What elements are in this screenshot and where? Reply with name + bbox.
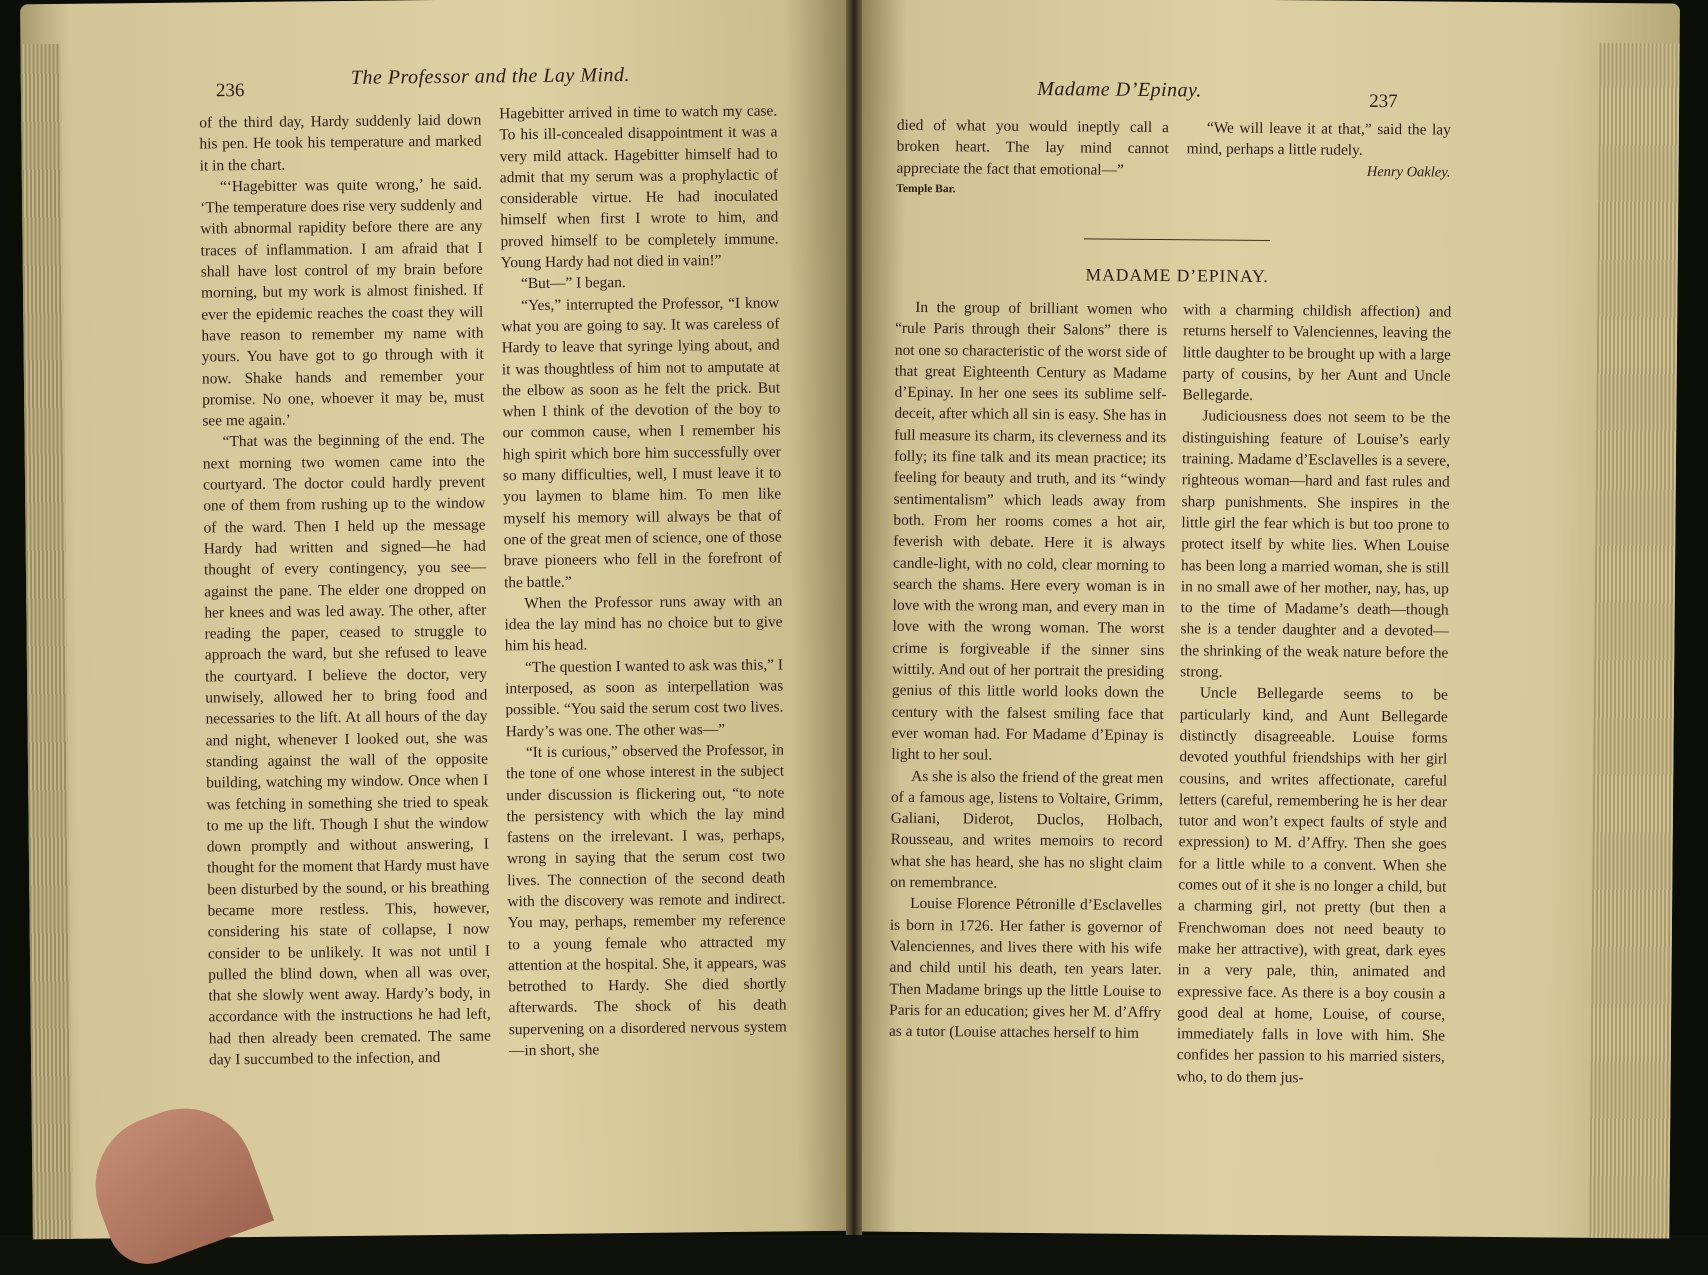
page-number-left: 236 [215, 80, 245, 102]
running-head-right: Madame D’Epinay. [1037, 77, 1202, 102]
paragraph: “But—” I began. [520, 274, 626, 293]
paragraph: Uncle Bellegarde seems to be particularly kind, and Aunt Bellegarde distinctly disagreeable. Louise forms devoted youthful friendships with her girl cousins, and writes affectionate, careful letters (careful, remembering he is her dear tutor and won’t expect faults of style and expression) to M. d’Affry. Then she goes for a little while to a convent. When she comes out of it she is no longer a child, but a charming girl, not pretty (but then a Frenchwoman does not need beauty to make her attractive), with great, dark eyes in a very pale, thin, animated and expressive face. As there is a boy cousin a good deal at home, Louise, of course, immediately falls in love with him. She confides her passion to his married sisters, who, to do them jus- [1176, 684, 1449, 1087]
paragraph: of the third day, Hardy suddenly laid down his pen. He took his temperature and marked it in the chart. [199, 111, 482, 175]
paragraph: “‘Hagebitter was quite wrong,’ he said. ‘The temperature does rise very suddenly and with abnormal rapidity before there are any traces of inflammation. I am afraid that I shall have lost control of my brain before morning, but my work is almost finished. If ever the epidemic reaches the coast they will have reason to remember my name with yours. You have got to go through with it now. Shake hands and remember your promise. No one, whoever it may be, must see me again.’ [200, 175, 485, 430]
left-page [20, 0, 865, 1239]
left-page-column-2 [499, 100, 787, 1061]
author-signature: Henry Oakley. [1366, 163, 1451, 181]
paragraph: Hagebitter arrived in time to watch my case. To his ill-concealed disappointment it was a very mild attack. Hagebitter himself had to admit that my serum was a prophylactic of considerable virtue. He had inoculated himself when first I wrote to him, and proved himself to be completely immune. Young Hardy had not died in vain!” [499, 102, 779, 272]
section-divider [1084, 238, 1270, 241]
paragraph: When the Professor runs away with an idea the lay mind has no choice but to give him his head. [504, 592, 783, 655]
paragraph: “That was the beginning of the end. The next morning two women came into the courtyard. The doctor could hardly prevent one of them from rushing up to the window of the ward. Then I held up the message Hardy had written and signed—he had thought of every contingency, you see—against the pane. The elder one dropped on her knees and was led away. The other, after reading the paper, ceased to struggle to approach the ward, but she refused to leave the courtyard. I believe the doctor, very unwisely, allowed her to bring food and necessaries to the lift. At all hours of the day and night, whenever I looked out, she was standing against the wall of the opposite building, watching my window. Once when I was fetching in something she tried to speak to me up the lift. Though I shut the window down promptly and without answering, I thought for the moment that Hardy must have been disturbed by the sound, or his breathing became more restless. This, however, considering his state of collapse, I now consider to be unlikely. It was not until I pulled the blind down, when all was over, that she slowly went away. Hardy’s body, in accordance with the instructions he had left, had then already been cremated. The same day I succumbed to the infection, and [202, 430, 491, 1069]
right-page-column-1 [889, 297, 1167, 1045]
paragraph: died of what you would ineptly call a broken heart. The lay mind cannot appreciate the fact that emotional—” [896, 116, 1169, 179]
right-page-column-2 [1177, 299, 1452, 1089]
book-gutter [846, 0, 862, 1235]
left-page-column-1 [199, 110, 491, 1071]
paragraph: “The question I wanted to ask was this,” I interposed, as soon as interpellation was possible. “You said the serum cost two lives. Hardy’s was one. The other was—” [505, 656, 784, 740]
paragraph: In the group of brilliant women who “rule Paris through their Salons” there is not one so characteristic of the worst side of that great Eighteenth Century as Madame d’Epinay. In her one sees its sublime self-deceit, after which all sin is easy. She has in full measure its charm, its cleverness and its folly; its fine talk and its mean practice; its feeling for beauty and truth, and its “windy sentimentalism” which leads away from both. From her rooms comes a hot air, feverish with debate. Here it is always candle-light, with no cold, clear morning to search the shams. Here every woman is in love with the wrong man, and every man in love with the wrong woman. The worst crime is forgiveable if the sinner sins wittily. And out of her portrait the presiding genius of this little world looks down the century with the falsest smiling face that ever woman had. For Madame d’Epinay is light to her soul. [891, 298, 1168, 764]
paragraph: with a charming childish affection) and returns herself to Valenciennes, leaving the little daughter to be brought up with a large party of cousins, by her Aunt and Uncle Bellegarde. [1182, 301, 1452, 405]
paragraph: Louise Florence Pétronille d’Esclavelles is born in 1726. Her father is governor of Valenciennes, and lives there with his wife and child until his death, ten years later. Then Madame brings up the little Louise to Paris for an education; gives her M. d’Affry as a tutor (Louise attaches herself to him [888, 895, 1163, 1042]
paragraph: As she is also the friend of the great men of a famous age, listens to Voltaire, Grimm, Galiani, Diderot, Duclos, Holbach, Rousseau, and writes memoirs to record what she has heard, she has no slight claim on remembrance. [890, 767, 1164, 892]
paragraph: Judiciousness does not seem to be the distinguishing feature of Louise’s early training. Madame d’Esclavelles is a severe, righteous woman—hard and fast rules and sharp punishments. She inspires in the little girl the fear which is but too prone to protect itself by white lies. When Louise has been long a married woman, she is still in no small awe of her mother, nay, has, up to the time of Madame’s death—though she is a tender daughter and a devoted—the shrinking of the weak nature before the strong. [1180, 407, 1451, 681]
page-number-right: 237 [1369, 90, 1398, 113]
article-title: MADAME D’EPINAY. [1085, 264, 1269, 287]
paragraph: “Yes,” interrupted the Professor, “I know what you are going to say. It was careless of Hardy to leave that syringe lying about, and it was thoughtless of him not to amputate at the elbow as soon as he felt the prick. But when I think of the devotion of the boy to our common cause, when I remember his high spirit which bore him successfully over so many difficulties, well, I must leave it to you laymen to blame him. To men like myself his memory will always be that of one of the great men of science, one of those brave pioneers who fell in the forefront of the battle.” [501, 294, 782, 591]
source-citation: Temple Bar. [896, 182, 956, 196]
right-page-top-column-1 [896, 115, 1169, 203]
paragraph: “It is curious,” observed the Professor, in the tone of one whose interest in the subject under discussion is flickering out, “to note the persistency with which the lay mind fastens on the irrelevant. I was, perhaps, wrong in saying that the serum cost two lives. The connection of the second death with the discovery was remote and indirect. You may, perhaps, remember my reference to a young female who attracted my attention at the hospital. She, it appears, was betrothed to Hardy. She died shortly afterwards. The shock of his death supervening on a disordered nervous system—in short, she [506, 741, 787, 1060]
running-head-left: The Professor and the Lay Mind. [350, 63, 631, 89]
paragraph: “We will leave it at that,” said the lay mind, perhaps a little rudely. [1186, 119, 1451, 160]
right-page [847, 0, 1680, 1239]
right-page-edges [1589, 43, 1679, 1239]
right-page-top-column-2 [1186, 117, 1451, 183]
